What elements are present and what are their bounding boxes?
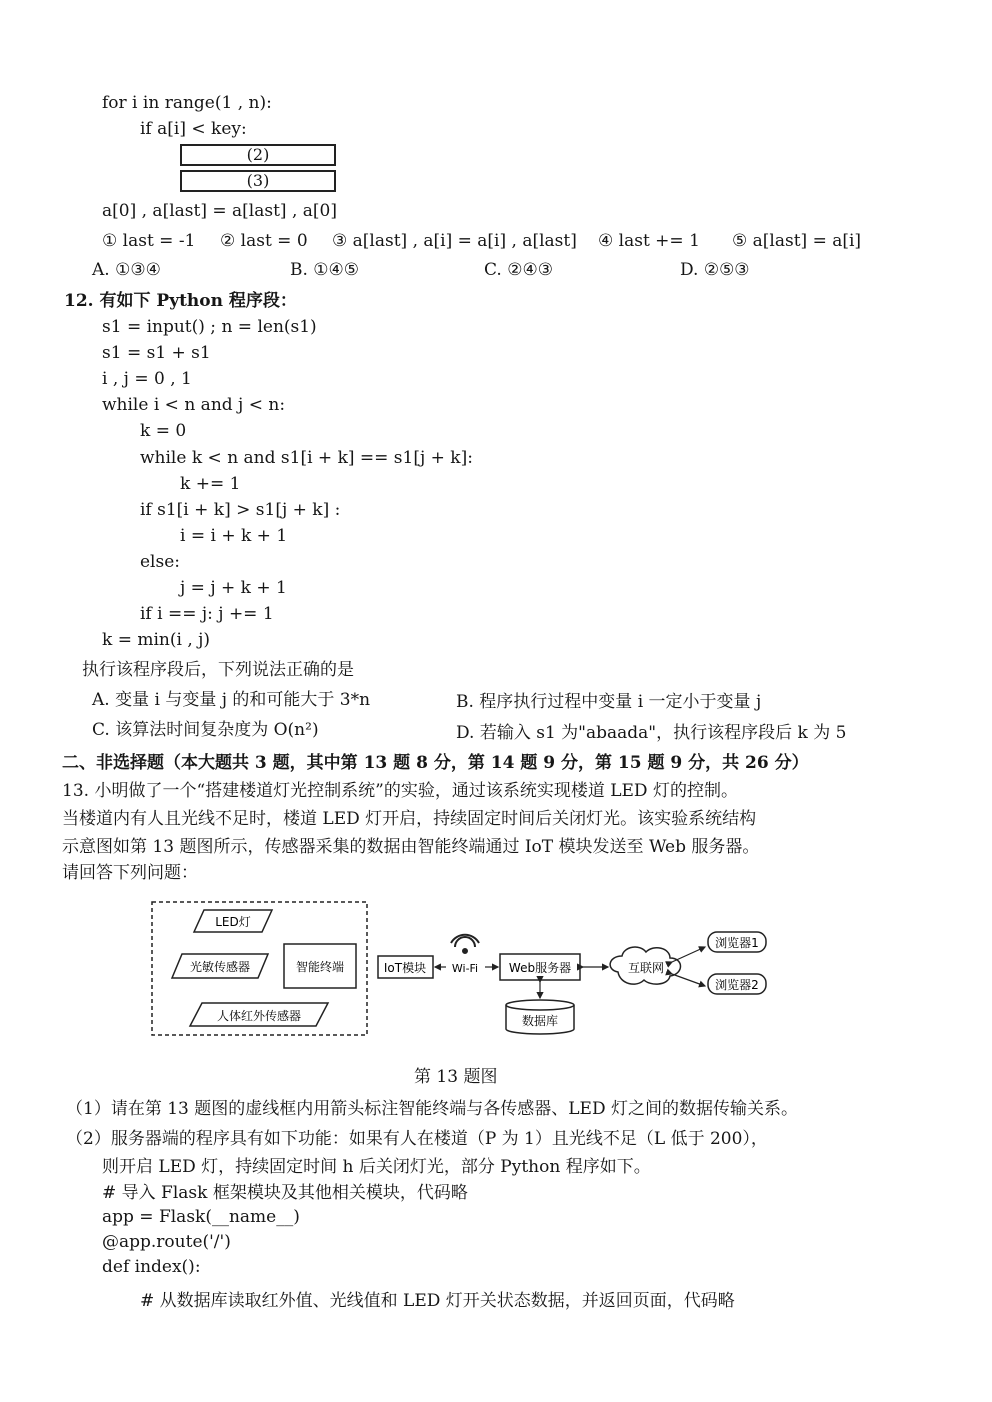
- question-13-text: 当楼道内有人且光线不足时，楼道 LED 灯开启，持续固定时间后关闭灯光。该实验系统结构: [62, 809, 757, 829]
- code-line: if a[i] < key:: [140, 119, 247, 139]
- choice-b: B. 程序执行过程中变量 i 一定小于变量 j: [456, 692, 762, 712]
- question-13-part2: （2）服务器端的程序具有如下功能：如果有人在楼道（P 为 1）且光线不足（L 低于 200），: [66, 1129, 768, 1149]
- code-line: while i < n and j < n:: [102, 395, 286, 415]
- code-line: for i in range(1 , n):: [102, 93, 272, 113]
- choice-d: D. ②⑤③: [680, 260, 750, 280]
- blank-box-3: (3): [180, 170, 336, 192]
- ir-sensor-label: 人体红外传感器: [216, 1009, 302, 1023]
- database-label: 数据库: [521, 1014, 559, 1028]
- code-line: s1 = s1 + s1: [102, 343, 211, 363]
- web-server-label: Web服务器: [508, 961, 572, 975]
- code-line: k = min(i , j): [102, 630, 211, 650]
- iot-label: IoT模块: [383, 961, 427, 975]
- code-line: while k < n and s1[i + k] == s1[j + k]:: [140, 448, 473, 468]
- question-13-text: 请回答下列问题：: [62, 863, 198, 883]
- choice-b: B. ①④⑤: [290, 260, 360, 280]
- section-heading: 二、非选择题（本大题共 3 题，其中第 13 题 8 分，第 14 题 9 分，第 15 题 9 分，共 26 分）: [62, 753, 809, 773]
- browser1-label: 浏览器1: [715, 936, 759, 950]
- code-line: # 导入 Flask 框架模块及其他相关模块，代码略: [102, 1183, 468, 1203]
- figure-caption: 第 13 题图: [414, 1067, 498, 1087]
- option-item-5: ⑤ a[last] = a[i]: [732, 231, 862, 251]
- question-12-stem: 12. 有如下 Python 程序段：: [64, 291, 297, 311]
- code-line: if i == j: j += 1: [140, 604, 274, 624]
- code-line: i , j = 0 , 1: [102, 369, 192, 389]
- code-line: # 从数据库读取红外值、光线值和 LED 灯开关状态数据，并返回页面，代码略: [140, 1291, 735, 1311]
- choice-a: A. ①③④: [92, 260, 161, 280]
- code-line: @app.route('/'): [102, 1232, 231, 1252]
- code-line: if s1[i + k] > s1[j + k] :: [140, 500, 341, 520]
- internet-label: 互联网: [627, 961, 665, 975]
- question-12-prompt: 执行该程序段后，下列说法正确的是: [82, 660, 354, 680]
- choice-c: C. ②④③: [484, 260, 553, 280]
- code-line: def index():: [102, 1257, 201, 1277]
- question-13-part1: （1）请在第 13 题图的虚线框内用箭头标注智能终端与各传感器、LED 灯之间的数据传输关系。: [66, 1099, 798, 1119]
- system-diagram: [140, 892, 790, 1052]
- code-line: j = j + k + 1: [180, 578, 287, 598]
- option-item-3: ③ a[last] , a[i] = a[i] , a[last]: [332, 231, 577, 251]
- choice-c: C. 该算法时间复杂度为 O(n²): [92, 720, 319, 740]
- wifi-icon: [451, 935, 479, 953]
- code-line: k += 1: [180, 474, 241, 494]
- option-item-1: ① last = -1: [102, 231, 196, 251]
- code-line: i = i + k + 1: [180, 526, 288, 546]
- led-label: LED灯: [215, 915, 251, 929]
- option-item-2: ② last = 0: [220, 231, 308, 251]
- light-sensor-label: 光敏传感器: [189, 960, 251, 974]
- blank-box-2: (2): [180, 144, 336, 166]
- code-line: a[0] , a[last] = a[last] , a[0]: [102, 201, 337, 221]
- code-line: k = 0: [140, 421, 187, 441]
- question-13-text: 13. 小明做了一个“搭建楼道灯光控制系统”的实验，通过该系统实现楼道 LED 灯的控制。: [62, 781, 738, 801]
- code-line: else:: [140, 552, 181, 572]
- question-13-part2: 则开启 LED 灯，持续固定时间 h 后关闭灯光，部分 Python 程序如下。: [102, 1157, 651, 1177]
- option-item-4: ④ last += 1: [598, 231, 700, 251]
- choice-a: A. 变量 i 与变量 j 的和可能大于 3*n: [92, 690, 371, 710]
- question-13-text: 示意图如第 13 题图所示，传感器采集的数据由智能终端通过 IoT 模块发送至 Web 服务器。: [62, 837, 760, 857]
- terminal-label: 智能终端: [295, 960, 345, 974]
- browser2-label: 浏览器2: [715, 978, 759, 992]
- choice-d: D. 若输入 s1 为"abaada"，执行该程序段后 k 为 5: [456, 723, 847, 743]
- wifi-label: Wi-Fi: [451, 962, 479, 975]
- code-line: app = Flask(__name__): [102, 1207, 300, 1227]
- code-line: s1 = input() ; n = len(s1): [102, 317, 317, 337]
